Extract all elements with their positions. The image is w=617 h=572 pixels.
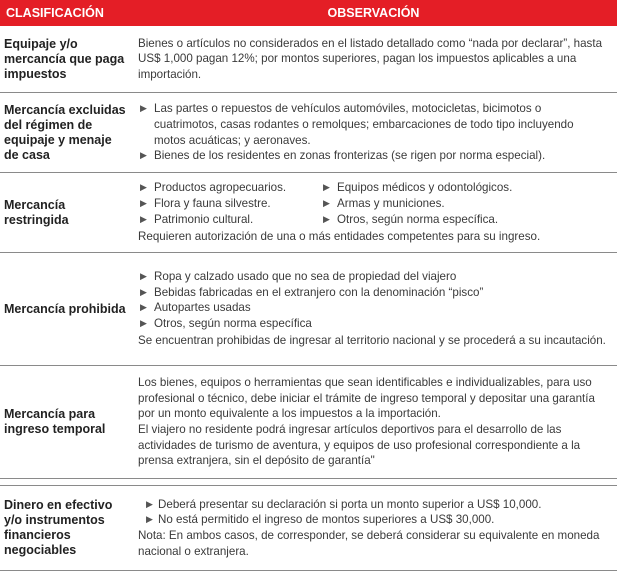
table-header <box>0 0 617 26</box>
list-item <box>138 316 607 332</box>
list-item <box>138 300 607 316</box>
list-item-text: Bienes de los residentes en zonas fronterizas (se rigen por norma especial). <box>154 149 546 163</box>
row-label: Dinero en efectivo y/o instrumentos financieros negociables <box>4 498 113 557</box>
observation-note: Requieren autorización de una o más entidades competentes para su ingreso. <box>138 230 541 244</box>
triangle-bullet-icon <box>138 512 158 528</box>
row-observation <box>132 173 617 252</box>
row-separator <box>0 478 617 485</box>
observation-note: Nota: En ambos casos, de corresponder, se deberá considerar su equivalente en moneda nacional o extranjera. <box>138 529 600 558</box>
triangle-bullet-icon <box>138 148 154 164</box>
triangle-bullet-icon <box>138 212 154 228</box>
list-item-text: Patrimonio cultural. <box>154 212 254 226</box>
table-row <box>0 252 617 365</box>
list-item <box>138 180 321 196</box>
list-item-text: Bebidas fabricadas en el extranjero con la denominación “pisco” <box>154 285 484 299</box>
list-item <box>138 497 607 513</box>
triangle-bullet-icon <box>138 196 154 212</box>
two-column-list <box>138 180 607 227</box>
list-item-text: Ropa y calzado usado que no sea de propiedad del viajero <box>154 270 457 284</box>
table-row <box>0 485 617 570</box>
triangle-bullet-icon <box>138 269 154 285</box>
triangle-bullet-icon <box>138 497 158 513</box>
table-row <box>0 365 617 478</box>
triangle-bullet-icon <box>138 300 154 316</box>
list-column-right <box>321 180 607 227</box>
list-item <box>138 285 607 301</box>
list-item-text: Productos agropecuarios. <box>154 181 287 195</box>
list-item <box>138 212 321 228</box>
list-item-text: Armas y municiones. <box>337 196 445 210</box>
list-item-text: No está permitido el ingreso de montos superiores a US$ 30,000. <box>158 513 495 527</box>
list-item-text: Otros, según norma específica <box>154 316 312 330</box>
header-clasificacion: CLASIFICACIÓN <box>6 6 104 20</box>
table-row <box>0 26 617 92</box>
observation-note: Se encuentran prohibidas de ingresar al territorio nacional y se procederá a su incautación. <box>138 334 606 348</box>
list-item <box>138 196 321 212</box>
row-label: Mercancía restringida <box>4 197 69 227</box>
row-label: Equipaje y/o mercancía que paga impuestos <box>4 36 125 81</box>
table-row <box>0 172 617 252</box>
row-observation <box>132 486 617 570</box>
row-observation <box>132 253 617 365</box>
triangle-bullet-icon <box>138 180 154 196</box>
table-row <box>0 92 617 172</box>
row-observation <box>132 93 617 172</box>
row-label: Mercancía prohibida <box>4 301 126 316</box>
observation-text: Bienes o artículos no considerados en el listado detallado como “nada por declarar”, hasta US$ 1,000 pagan 12%; por montos superiores, pagan los impuestos aplicables a una importación. <box>138 36 603 81</box>
row-observation <box>132 366 617 478</box>
header-observacion: OBSERVACIÓN <box>327 6 420 20</box>
row-label: Mercancía excluidas del régimen de equipaje y menaje de casa <box>4 102 126 162</box>
triangle-bullet-icon <box>138 101 154 148</box>
triangle-bullet-icon <box>321 212 337 228</box>
list-item-text: Flora y fauna silvestre. <box>154 196 271 210</box>
list-item-text: Otros, según norma específica. <box>337 212 499 226</box>
row-observation <box>132 26 617 92</box>
list-item <box>138 512 607 528</box>
list-item <box>138 101 607 148</box>
list-item-text: Equipos médicos y odontológicos. <box>337 181 513 195</box>
list-item <box>138 148 607 164</box>
list-item <box>321 180 607 196</box>
list-item <box>138 269 607 285</box>
list-item <box>321 196 607 212</box>
observation-paragraph: El viajero no residente podrá ingresar artículos deportivos para el desarrollo de las actividades de turismo de aventura, y equipos de uso profesional correspondiente a la prensa extranjera, sin el depósito de garantía" <box>138 423 581 468</box>
list-item-text: Las partes o repuestos de vehículos automóviles, motocicletas, bicimotos o cuatrimotos, casas rodantes o remolques; embarcaciones de todo tipo incluyendo motos acuáticas; y aeronaves. <box>154 102 574 147</box>
list-item <box>321 212 607 228</box>
triangle-bullet-icon <box>138 316 154 332</box>
row-label: Mercancía para ingreso temporal <box>4 407 106 436</box>
list-item-text: Autopartes usadas <box>154 301 251 315</box>
triangle-bullet-icon <box>321 196 337 212</box>
observation-paragraph: Los bienes, equipos o herramientas que sean identificables e individualizables, para uso profesional o técnico, debe iniciar el trámite de ingreso temporal y depositar una garantía por un monto equivalente a los impuestos a la importación. <box>138 376 595 421</box>
triangle-bullet-icon <box>138 285 154 301</box>
list-column-left <box>138 180 321 227</box>
triangle-bullet-icon <box>321 180 337 196</box>
list-item-text: Deberá presentar su declaración si porta un monto superior a US$ 10,000. <box>158 497 542 511</box>
